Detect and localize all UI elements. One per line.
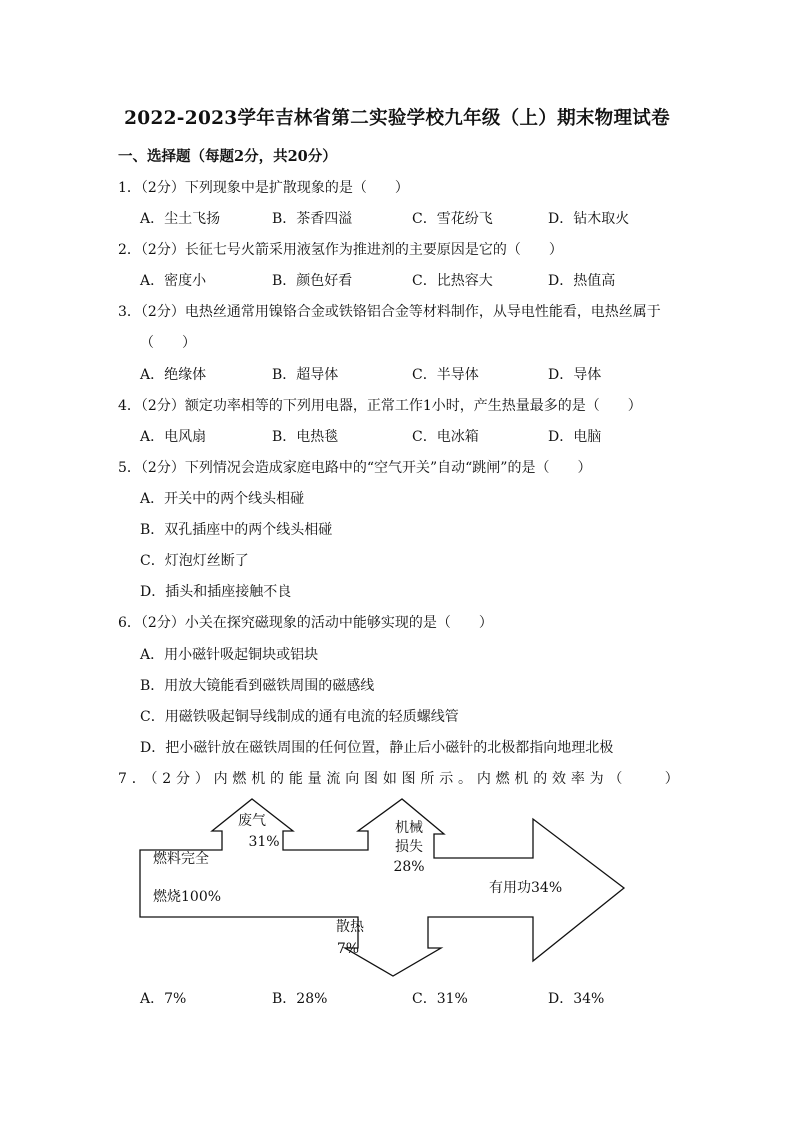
input-label: 燃料完全 — [153, 851, 209, 867]
question-3: 3．（2分）电热丝通常用镍铬合金或铁铬铝合金等材料制作，从导电性能看，电热丝属于 — [118, 304, 661, 320]
options-q7 — [140, 988, 700, 1008]
option-q7-c[interactable]: C．31% — [412, 991, 468, 1007]
option-q5-a[interactable]: A．开关中的两个线头相碰 — [140, 491, 305, 507]
mech-loss-label-1: 机械 — [395, 820, 423, 836]
option-q5-d[interactable]: D．插头和插座接触不良 — [140, 584, 292, 600]
option-q7-b[interactable]: B．28% — [272, 991, 328, 1007]
option-q1-d[interactable]: D．钻木取火 — [548, 211, 630, 227]
option-q1-c[interactable]: C．雪花纷飞 — [412, 211, 493, 227]
question-6: 6．（2分）小关在探究磁现象的活动中能够实现的是（ ） — [118, 615, 493, 631]
question-5: 5．（2分）下列情况会造成家庭电路中的“空气开关”自动“跳闸”的是（ ） — [118, 460, 592, 476]
option-q3-c[interactable]: C．半导体 — [412, 367, 479, 383]
option-q7-d[interactable]: D．34% — [548, 991, 605, 1007]
option-q1-a[interactable]: A．尘土飞扬 — [140, 211, 221, 227]
exhaust-value: 31% — [248, 834, 280, 850]
section-heading: 一、选择题（每题2分，共20分） — [118, 148, 337, 165]
question-1: 1．（2分）下列现象中是扩散现象的是（ ） — [118, 180, 409, 196]
option-q2-c[interactable]: C．比热容大 — [412, 273, 493, 289]
option-q6-a[interactable]: A．用小磁针吸起铜块或铝块 — [140, 647, 319, 663]
page-title: 2022-2023学年吉林省第二实验学校九年级（上）期末物理试卷 — [124, 108, 670, 129]
option-q4-b[interactable]: B．电热毯 — [272, 429, 339, 445]
mech-loss-value: 28% — [393, 859, 425, 875]
option-q6-b[interactable]: B．用放大镜能看到磁铁周围的磁感线 — [140, 678, 375, 694]
question-2: 2．（2分）长征七号火箭采用液氢作为推进剂的主要原因是它的（ ） — [118, 242, 563, 258]
option-q4-a[interactable]: A．电风扇 — [140, 429, 207, 445]
option-q6-d[interactable]: D．把小磁针放在磁铁周围的任何位置，静止后小磁针的北极都指向地理北极 — [140, 740, 614, 756]
option-q7-a[interactable]: A．7% — [140, 991, 187, 1007]
question-4: 4．（2分）额定功率相等的下列用电器，正常工作1小时，产生热量最多的是（ ） — [118, 398, 642, 414]
question-7: 7．（2分）内燃机的能量流向图如图所示。内燃机的效率为（ ） — [118, 771, 684, 787]
exhaust-label: 废气 — [238, 813, 266, 829]
option-q1-b[interactable]: B．茶香四溢 — [272, 211, 353, 227]
question-3-continued: （ ） — [140, 335, 196, 351]
input-value: 燃烧100% — [153, 889, 222, 905]
heat-loss-label: 散热 — [336, 919, 364, 935]
option-q2-d[interactable]: D．热值高 — [548, 273, 616, 289]
option-q5-c[interactable]: C．灯泡灯丝断了 — [140, 553, 249, 569]
useful-work-label: 有用功34% — [489, 880, 563, 896]
option-q6-c[interactable]: C．用磁铁吸起铜导线制成的通有电流的轻质螺线管 — [140, 709, 459, 725]
option-q3-b[interactable]: B．超导体 — [272, 367, 339, 383]
option-q2-b[interactable]: B．颜色好看 — [272, 273, 353, 289]
mech-loss-label-2: 损失 — [395, 839, 423, 855]
option-q4-d[interactable]: D．电脑 — [548, 429, 602, 445]
option-q3-d[interactable]: D．导体 — [548, 367, 602, 383]
option-q4-c[interactable]: C．电冰箱 — [412, 429, 479, 445]
heat-loss-value: 7% — [336, 941, 360, 957]
option-q3-a[interactable]: A．绝缘体 — [140, 367, 207, 383]
option-q2-a[interactable]: A．密度小 — [140, 273, 207, 289]
option-q5-b[interactable]: B．双孔插座中的两个线头相碰 — [140, 522, 333, 538]
